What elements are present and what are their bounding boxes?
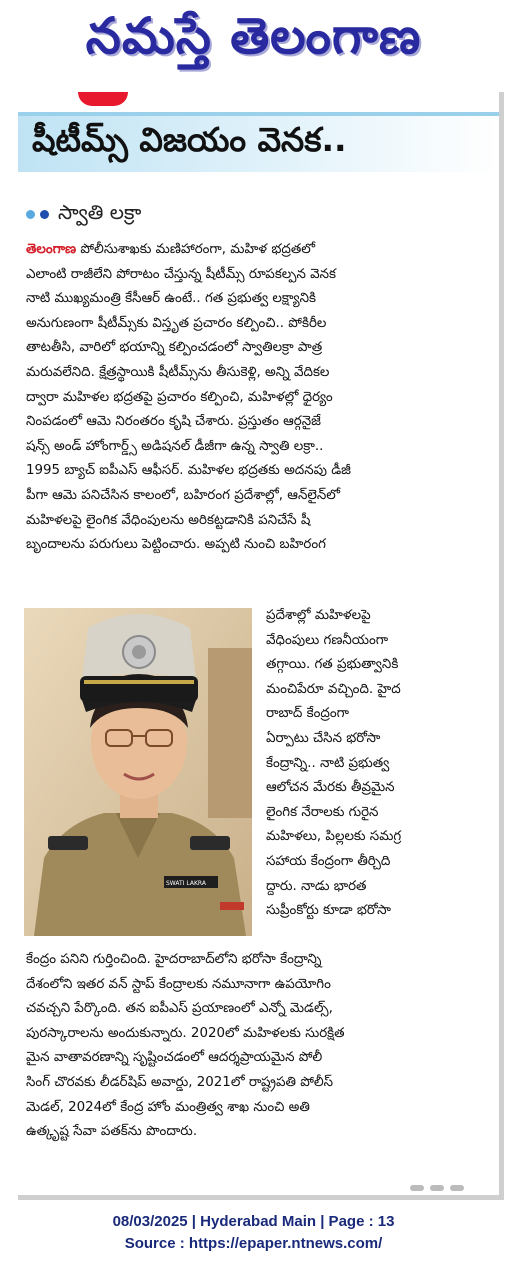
- paragraph-line: 1995 బ్యాచ్ ఐపీఎస్ ఆఫీసర్. మహిళల భద్రతకు అదనపు డీజీ: [26, 463, 351, 479]
- paragraph-line: సహాయ కేంద్రంగా తీర్చిది: [266, 853, 391, 869]
- paragraph-line: నింపడంలో ఆమె నిరంతరం కృషి చేశారు. ప్రస్తుతం ఆర్గనైజే: [26, 414, 321, 430]
- article-paragraph-1: [26, 238, 496, 558]
- paragraph-line: ఆలోచన మేరకు తీవ్రమైన: [266, 780, 395, 796]
- article-paragraph-3: [26, 948, 496, 1145]
- paragraph-line: షన్స్ అండ్ హోంగార్డ్స్ అడిషనల్ డీజీగా ఉన్న స్వాతి లక్రా..: [26, 438, 324, 454]
- paragraph-line: ప్రదేశాల్లో మహిళలపై: [266, 608, 371, 623]
- paragraph-line: పీగా ఆమె పనిచేసిన కాలంలో, బహిరంగ ప్రదేశాల్లో, ఆన్‌లైన్‌లో: [26, 487, 341, 503]
- paragraph-line: బృందాలను పరుగులు పెట్టించారు. అప్పటి నుంచి బహిరంగ: [26, 537, 326, 553]
- paragraph-line: అనుగుణంగా షీటీమ్స్‌కు విస్తృత ప్రచారం కల్పించి.. పోకిరీల: [26, 315, 327, 331]
- paragraph-line: తగ్గాయి. గత ప్రభుత్వానికి: [266, 657, 399, 673]
- uniform-name-tag: SWATI LAKRA: [166, 880, 206, 887]
- paragraph-line: సింగ్ చొరవకు లీడర్‌షిప్ అవార్డు, 2021లో రాష్ట్రపతి పోలీస్: [26, 1074, 334, 1090]
- paragraph-line: వేధింపులు గణనీయంగా: [266, 632, 389, 648]
- paragraph-line: కేంద్రం పనిని గుర్తించింది. హైదరాబాద్‌లోని భరోసా కేంద్రాన్ని: [26, 952, 322, 967]
- paragraph-line: సుప్రీంకోర్టు కూడా భరోసా: [266, 903, 391, 919]
- newspaper-masthead: [0, 0, 507, 85]
- paragraph-line: చవచ్చని పేర్కొంది. తన ఐపీఎస్ ప్రయాణంలో ఎన్నో మెడల్స్,: [26, 1001, 333, 1017]
- headline-band: [18, 112, 500, 172]
- bullet-dot-light-icon: [26, 210, 35, 219]
- paragraph-line: [26, 238, 496, 263]
- paragraph-line: మంచిపేరూ వచ్చింది. హైద: [266, 681, 401, 697]
- paragraph-line: ద్వారా మహిళల భద్రతపై ప్రచారం కల్పించి, మహిళల్లో ధైర్యం: [26, 389, 333, 405]
- paragraph-line: మహిళలు, పిల్లలకు సమగ్ర: [266, 829, 402, 845]
- paragraph-line: దేశంలోని ఇతర వన్ స్టాప్ కేంద్రాలకు నమూనాగా ఉపయోగిం: [26, 976, 331, 992]
- article-clipping: [18, 92, 504, 1200]
- paragraph-line: మరువలేనిది. క్షేత్రస్థాయికి షీటీమ్స్‌ను తీసుకెళ్లి, అన్ని వేదికల: [26, 364, 330, 380]
- paragraph-line: మైన వాతావరణాన్ని సృష్టించడంలో ఆదర్శప్రాయమైన పోలీ: [26, 1050, 323, 1066]
- article-end-marks: [410, 1185, 464, 1191]
- paragraph-line: కేంద్రాన్ని.. నాటి ప్రభుత్వ: [266, 755, 390, 771]
- paragraph-line: లైంగిక నేరాలకు గురైన: [266, 804, 379, 820]
- end-mark: [430, 1185, 444, 1191]
- byline: [26, 200, 141, 229]
- masthead-title: నమస్తే తెలంగాణ: [85, 7, 422, 65]
- lead-line-rest: పోలీసుశాఖకు మణిహారంగా, మహిళ భద్రతలో: [76, 242, 316, 257]
- paragraph-line: తాటతీసి, వారిలో భయాన్ని కల్పించడంలో స్వాతిలక్రా పాత్ర: [26, 340, 323, 356]
- lead-word: తెలంగాణ: [26, 242, 77, 257]
- end-mark: [450, 1185, 464, 1191]
- footer-source-link[interactable]: Source : https://epaper.ntnews.com/: [124, 1235, 383, 1252]
- paragraph-line: మహిళలపై లైంగిక వేధింపులను అరికట్టడానికి పనిచేసే షీ: [26, 512, 311, 528]
- paragraph-line: రాబాద్ కేంద్రంగా: [266, 706, 349, 722]
- byline-name: స్వాతి లక్రా: [58, 200, 142, 224]
- article-headline: షీటీమ్స్ విజయం వెనక..: [32, 120, 347, 159]
- article-paragraph-2: [266, 604, 496, 924]
- bullet-dot-dark-icon: [40, 210, 49, 219]
- paragraph-line: నాటి ముఖ్యమంత్రి కేసీఆర్ ఉంటే.. గత ప్రభుత్వ లక్ష్యానికి: [26, 291, 316, 307]
- paragraph-line: ద్దారు. నాడు భారత: [266, 878, 367, 894]
- paragraph-line: పురస్కారాలను అందుకున్నారు. 2020లో మహిళలకు సురక్షిత: [26, 1025, 345, 1041]
- footer-edition-info: 08/03/2025 | Hyderabad Main | Page : 13: [112, 1213, 395, 1230]
- paragraph-line: ఏర్పాటు చేసిన భరోసా: [266, 730, 381, 746]
- end-mark: [410, 1185, 424, 1191]
- paragraph-line: ఉత్కృష్ట సేవా పతక్‌ను పొందారు.: [26, 1124, 198, 1140]
- portrait-illustration: [24, 608, 252, 936]
- officer-portrait-photo: [24, 608, 252, 936]
- paragraph-line: ఎలాంటి రాజీలేని పోరాటం చేస్తున్న షీటీమ్స్ రూపకల్పన వెనక: [26, 266, 337, 282]
- decorative-red-shape: [78, 92, 128, 106]
- paragraph-line: మెడల్, 2024లో కేంద్ర హోం మంత్రిత్వ శాఖ నుంచి అతి: [26, 1099, 310, 1115]
- page-footer: [0, 1211, 507, 1255]
